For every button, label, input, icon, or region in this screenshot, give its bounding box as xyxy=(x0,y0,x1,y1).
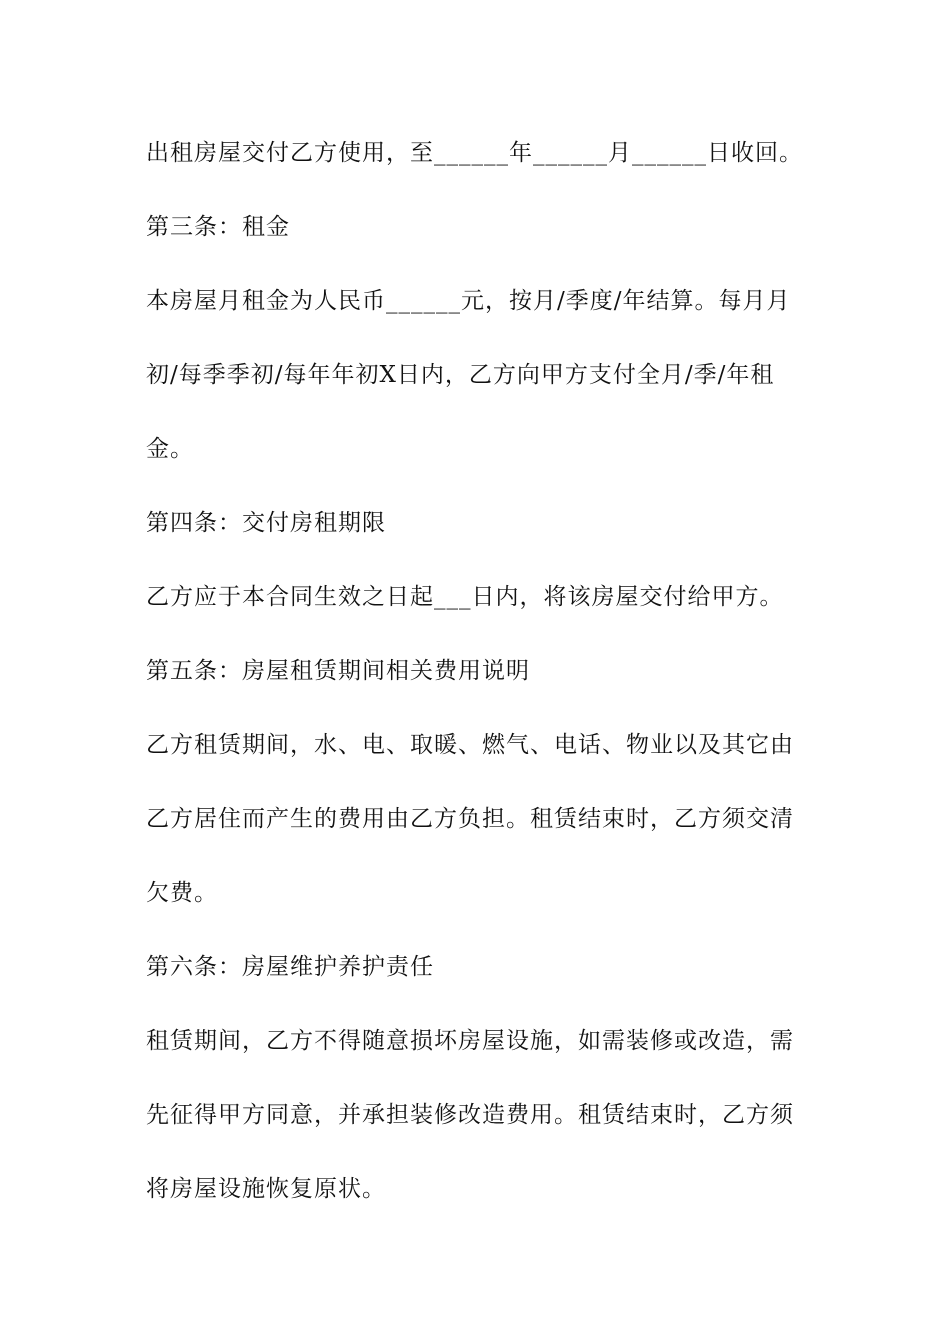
text-line-expenses-1: 乙方租赁期间，水、电、取暖、燃气、电话、物业以及其它由 xyxy=(146,732,794,758)
text-line-rent-amount: 本房屋月租金为人民币______元，按月/季度/年结算。每月月 xyxy=(146,288,791,314)
document-body xyxy=(146,126,810,1236)
heading-article-3-rent: 第三条：租金 xyxy=(146,214,290,240)
text-line-expenses-2: 乙方居住而产生的费用由乙方负担。租赁结束时，乙方须交清 xyxy=(146,806,794,832)
text-line-maintenance-1: 租赁期间，乙方不得随意损坏房屋设施，如需装修或改造，需 xyxy=(146,1028,794,1054)
text-line-maintenance-3: 将房屋设施恢复原状。 xyxy=(146,1176,386,1202)
heading-article-5-expenses: 第五条：房屋租赁期间相关费用说明 xyxy=(146,658,530,684)
text-line-rent-payment: 初/每季季初/每年年初X日内，乙方向甲方支付全月/季/年租 xyxy=(146,362,775,388)
heading-article-4-payment-deadline: 第四条：交付房租期限 xyxy=(146,510,386,536)
text-line-expenses-3: 欠费。 xyxy=(146,880,218,906)
text-line-rent-end: 金。 xyxy=(146,436,194,462)
text-line-maintenance-2: 先征得甲方同意，并承担装修改造费用。租赁结束时，乙方须 xyxy=(146,1102,794,1128)
text-line-handover-return-date: 出租房屋交付乙方使用，至______年______月______日收回。 xyxy=(146,140,803,166)
heading-article-6-maintenance: 第六条：房屋维护养护责任 xyxy=(146,954,434,980)
text-line-payment-deadline: 乙方应于本合同生效之日起___日内，将该房屋交付给甲方。 xyxy=(146,584,784,610)
